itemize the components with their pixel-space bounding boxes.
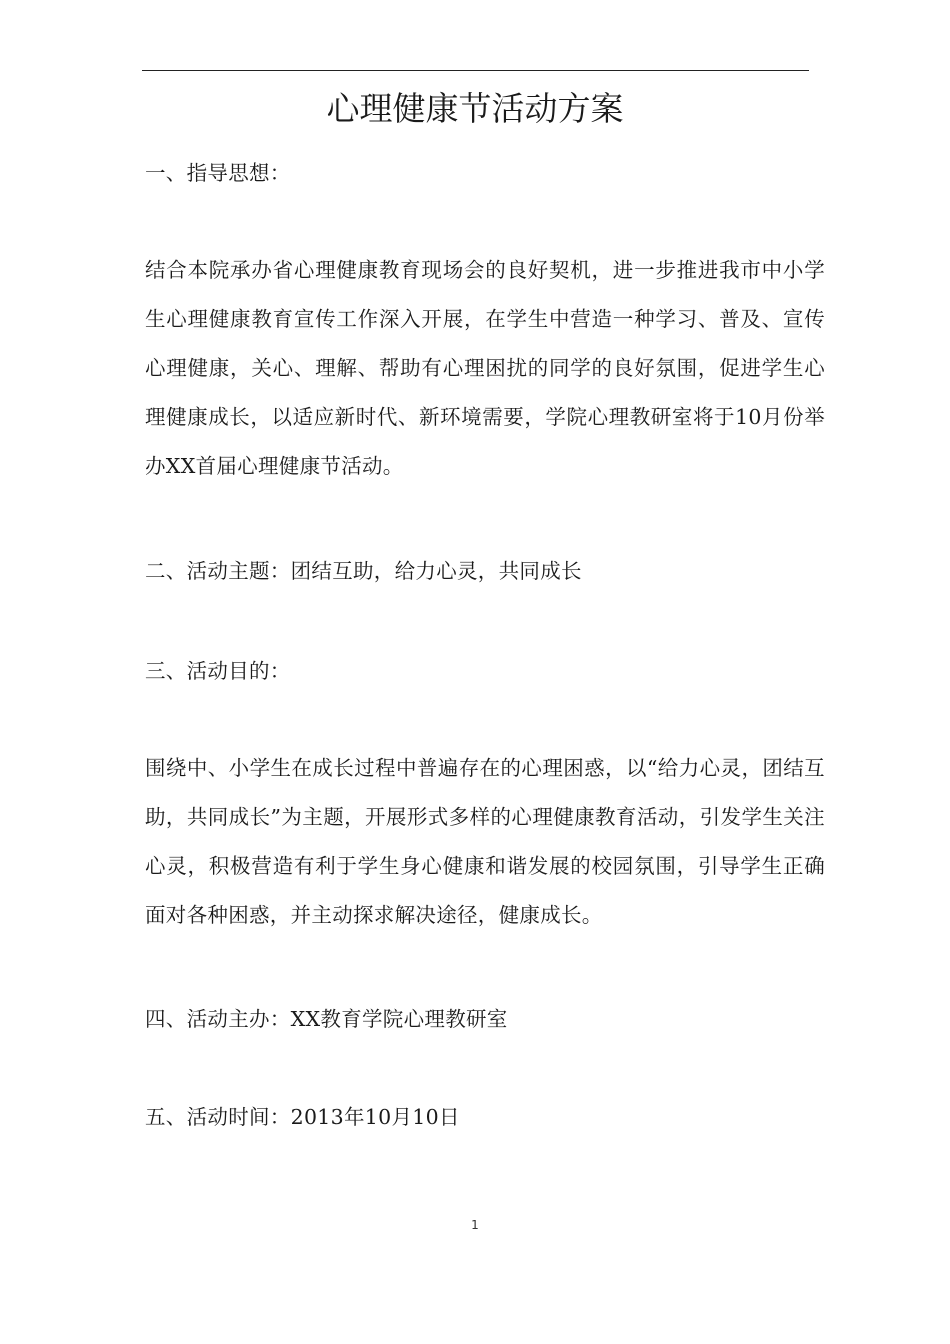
section-heading-theme: 二、活动主题：团结互助，给力心灵，共同成长 (145, 559, 582, 583)
section-heading-purpose: 三、活动目的： (145, 659, 291, 683)
document-title: 心理健康节活动方案 (326, 89, 624, 128)
header-rule (142, 70, 809, 71)
section-heading-guiding-thought: 一、指导思想： (145, 161, 291, 185)
paragraph-purpose: 围绕中、小学生在成长过程中普遍存在的心理困惑，以“给力心灵，团结互助，共同成长”为主题，开展形式多样的心理健康教育活动，引发学生关注心灵，积极营造有利于学生身心健康和谐发展的校园氛围，引导学生正确面对各种困惑，并主动探求解决途径，健康成长。 (145, 756, 825, 927)
page-number: 1 (471, 1218, 479, 1232)
section-heading-organizer: 四、活动主办：XX教育学院心理教研室 (145, 1007, 508, 1031)
section-heading-time: 五、活动时间：2013年10月10日 (145, 1105, 460, 1129)
paragraph-guiding-thought: 结合本院承办省心理健康教育现场会的良好契机，进一步推进我市中小学生心理健康教育宣传工作深入开展，在学生中营造一种学习、普及、宣传心理健康，关心、理解、帮助有心理困扰的同学的良好氛围，促进学生心理健康成长，以适应新时代、新环境需要，学院心理教研室将于10月份举办XX首届心理健康节活动。 (145, 258, 825, 478)
